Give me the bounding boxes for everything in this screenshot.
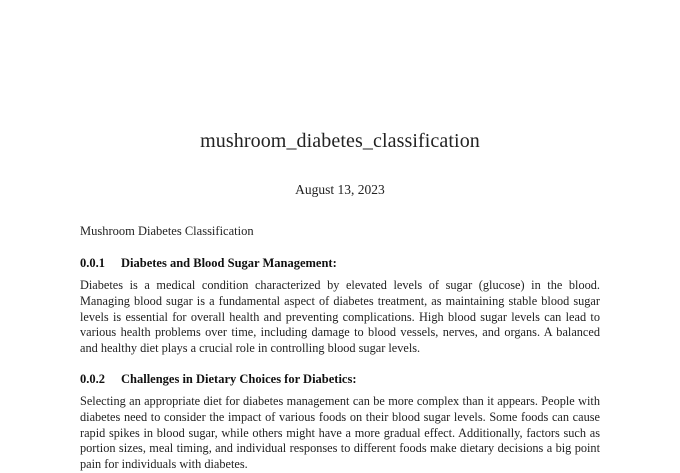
document-title: mushroom_diabetes_classification bbox=[200, 130, 480, 152]
section-heading-diabetes-management bbox=[80, 256, 337, 271]
section-heading-dietary-challenges bbox=[80, 372, 357, 387]
intro-text: Mushroom Diabetes Classification bbox=[80, 224, 254, 238]
section-heading-text: Challenges in Dietary Choices for Diabetics: bbox=[121, 372, 357, 386]
document-date: August 13, 2023 bbox=[295, 182, 385, 197]
section-number: 0.0.2 bbox=[80, 372, 105, 386]
section-number: 0.0.1 bbox=[80, 256, 105, 270]
section-heading-text: Diabetes and Blood Sugar Management: bbox=[121, 256, 337, 270]
section-paragraph-diabetes-management: Diabetes is a medical condition characterized by elevated levels of sugar (glucose) in the blood. Managing blood sugar is a fundamental aspect of diabetes treatment, as maintaining stable blood sugar levels is essential for overall health and preventing complications. High blood sugar levels can lead to various health problems over time, including damage to blood vessels, nerves, and organs. A balanced and healthy diet plays a crucial role in controlling blood sugar levels. bbox=[80, 278, 600, 356]
section-paragraph-dietary-challenges: Selecting an appropriate diet for diabetes management can be more complex than it appears. People with diabetes need to consider the impact of various foods on their blood sugar levels. Some foods can cause rapid spikes in blood sugar, while others might have a more gradual effect. Additionally, factors such as portion sizes, meal timing, and individual responses to different foods make dietary decisions a big point pain for individuals with diabetes. bbox=[80, 394, 600, 472]
